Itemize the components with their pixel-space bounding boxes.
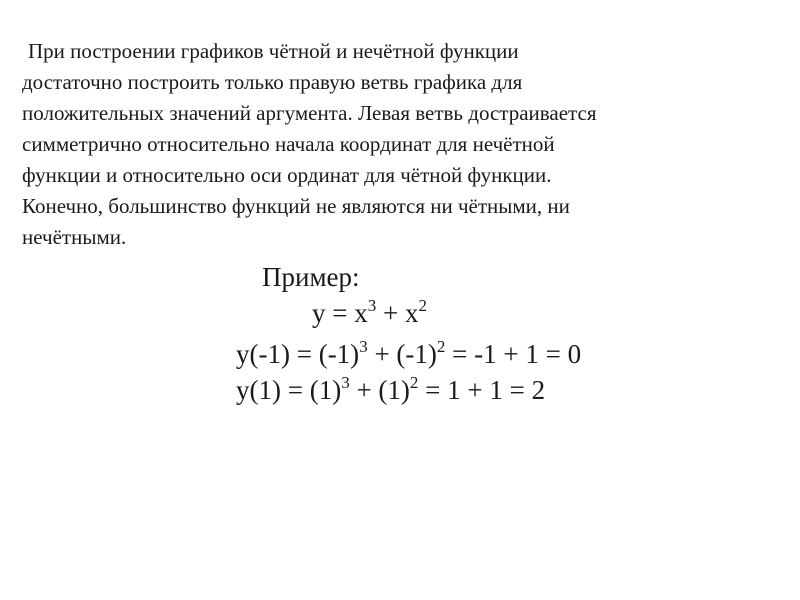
- exponent: 2: [418, 296, 427, 315]
- calc-part: + (-1): [367, 339, 437, 369]
- paragraph-line: Конечно, большинство функций не являются ни чётными, ни: [22, 194, 570, 218]
- paragraph-line: симметрично относительно начала координат для нечётной: [22, 132, 555, 156]
- paragraph-line: положительных значений аргумента. Левая ветвь достраивается: [22, 101, 597, 125]
- exponent: 3: [367, 296, 377, 315]
- calc-part: + (1): [349, 375, 410, 405]
- exponent: 3: [341, 373, 350, 392]
- paragraph-line: достаточно построить только правую ветвь графика для: [22, 70, 523, 94]
- calc-part: = -1 + 1 = 0: [445, 339, 582, 369]
- equation-term: + х: [376, 298, 419, 328]
- calc-part: у(-1) = (-1): [236, 339, 360, 369]
- calculation-positive-one: [236, 373, 545, 407]
- paragraph-line: функции и относительно оси ординат для чётной функции.: [22, 163, 552, 187]
- exponent: 2: [436, 337, 446, 356]
- equation-term: у = х: [312, 298, 368, 328]
- exponent: 2: [409, 373, 419, 392]
- function-equation: [312, 296, 427, 330]
- exponent: 3: [359, 337, 368, 356]
- calculation-negative-one: [236, 337, 581, 371]
- calc-part: у(1) = (1): [236, 375, 342, 405]
- body-paragraph: [22, 36, 782, 253]
- calc-part: = 1 + 1 = 2: [418, 375, 546, 405]
- example-title: Пример:: [262, 262, 360, 292]
- paragraph-line: При построении графиков чётной и нечётной функции: [28, 39, 519, 63]
- paragraph-line: нечётными.: [22, 225, 127, 249]
